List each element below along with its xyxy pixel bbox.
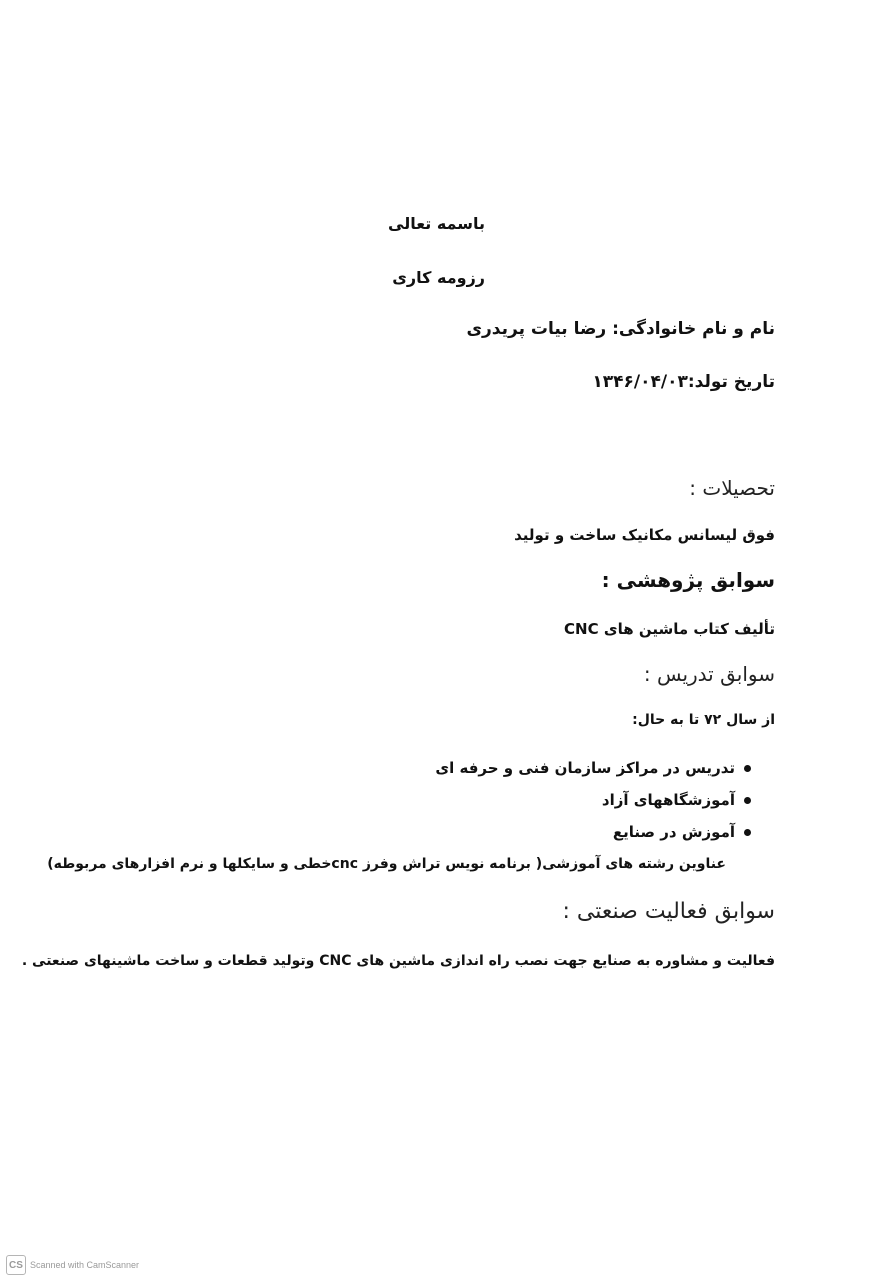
birth-date: تاریخ تولد:۱۳۴۶/۰۴/۰۳ [592, 372, 775, 392]
teaching-heading: سوابق تدریس : [643, 662, 775, 686]
list-item-text: آموزش در صنایع [612, 823, 735, 841]
education-heading: تحصیلات : [689, 476, 775, 500]
list-item-text: تدریس در مراکز سازمان فنی و حرفه ای [435, 759, 735, 777]
scanner-watermark [6, 1255, 139, 1275]
research-heading: سوابق پژوهشی : [601, 568, 775, 592]
bullet-icon [744, 765, 751, 772]
research-value: تألیف کتاب ماشین های CNC [564, 620, 775, 638]
industrial-value: فعالیت و مشاوره به صنایع جهت نصب راه اندازی ماشین های CNC وتولید قطعات و ساخت ماشینهای صنعتی . [21, 953, 775, 969]
teaching-since: از سال ۷۲ تا به حال: [632, 712, 775, 728]
list-item-text: آموزشگاههای آزاد [601, 791, 735, 809]
bullet-icon [744, 829, 751, 836]
camscanner-logo-icon: CS [6, 1255, 26, 1275]
list-item [435, 758, 775, 790]
teaching-list [435, 758, 775, 854]
education-value: فوق لیسانس مکانیک ساخت و تولید [514, 526, 775, 544]
list-item [435, 790, 775, 822]
teaching-topics: عناوین رشته های آموزشی( برنامه نویس تراش وفرز cncخطی و سایکلها و نرم افزارهای مربوطه) [47, 856, 726, 872]
industrial-heading: سوابق فعالیت صنعتی : [562, 899, 775, 924]
document-title: رزومه کاری [392, 268, 485, 287]
scanner-watermark-text: Scanned with CamScanner [30, 1260, 140, 1270]
full-name: نام و نام خانوادگی: رضا بیات پریدری [466, 319, 775, 339]
bullet-icon [744, 797, 751, 804]
list-item [435, 822, 775, 854]
document-header: باسمه تعالی [388, 214, 485, 233]
